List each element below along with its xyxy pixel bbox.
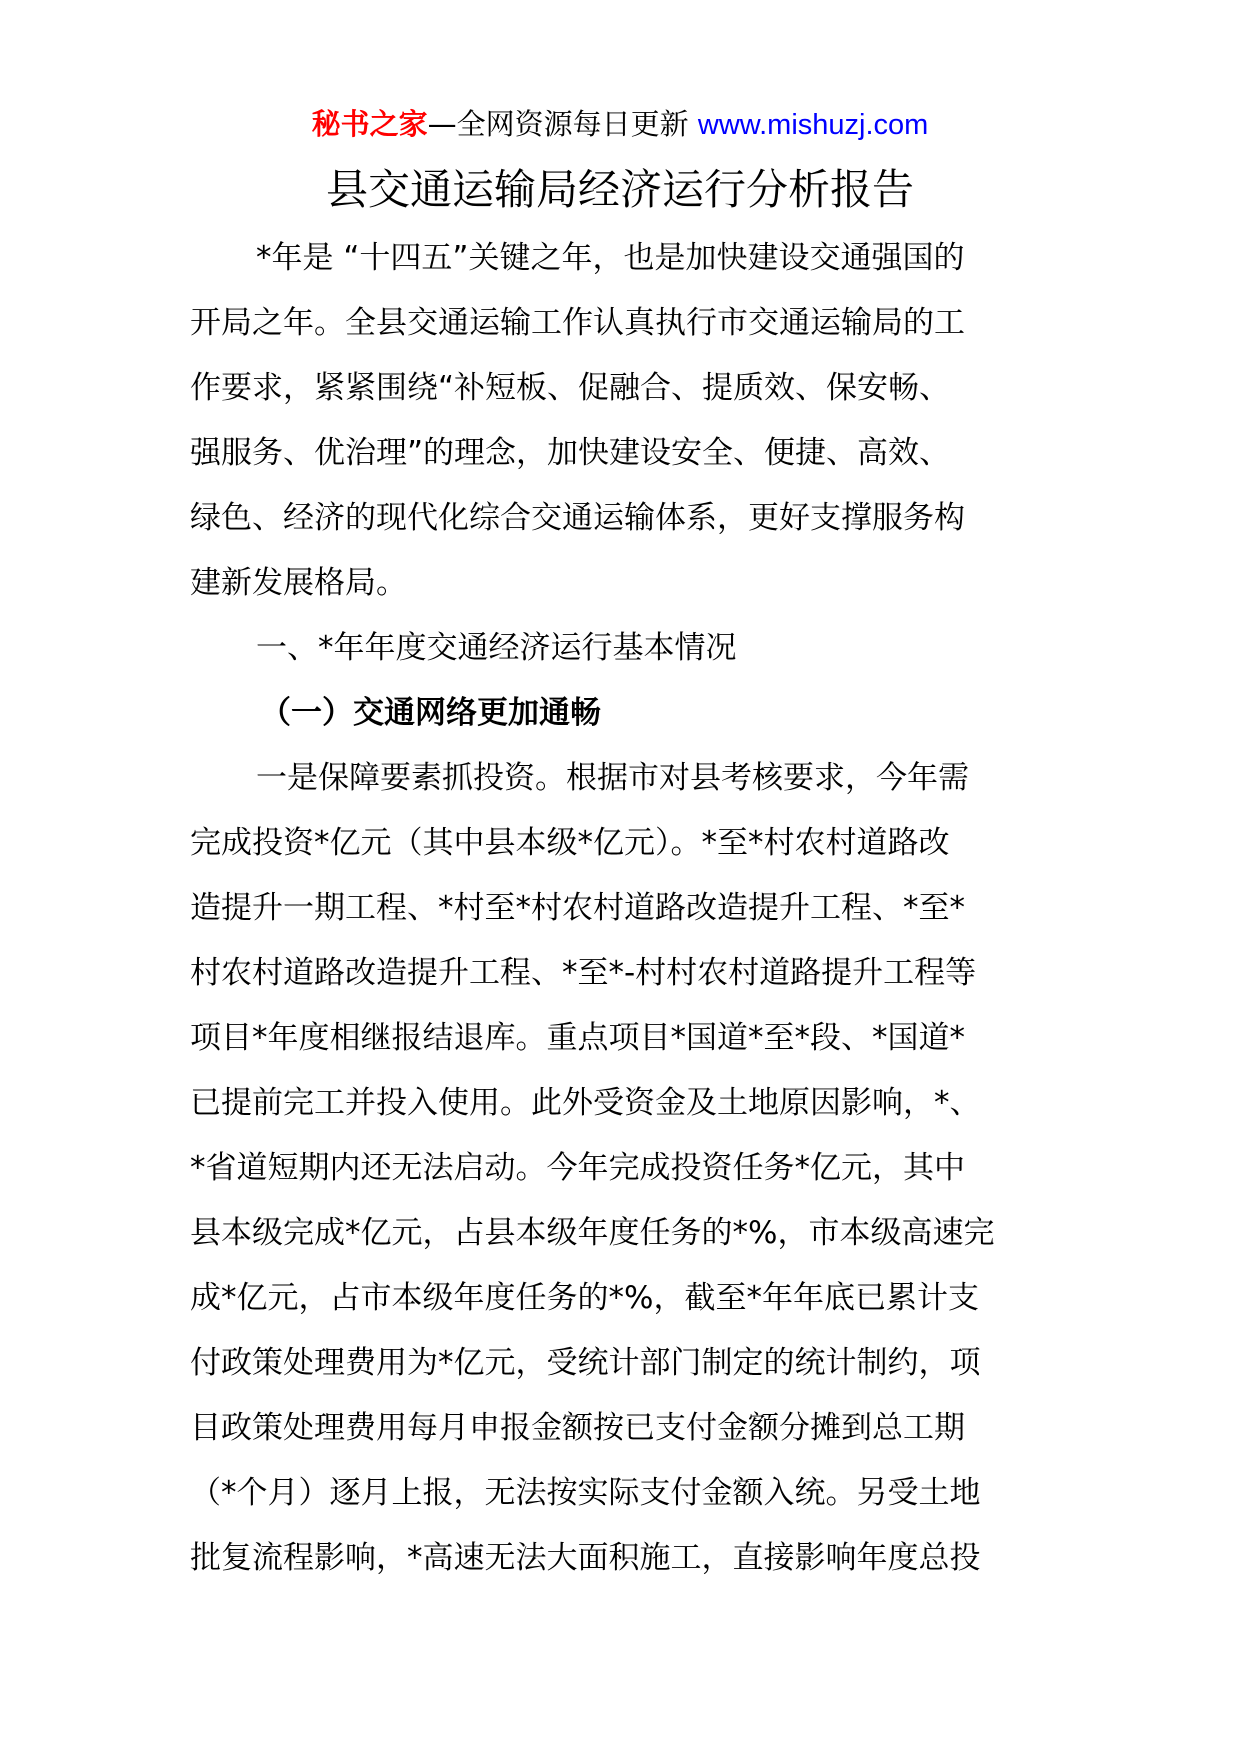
section-heading: 一、*年年度交通经济运行基本情况 [256,630,737,666]
watermark-header [0,102,1240,147]
paragraph-line: 开局之年。全县交通运输工作认真执行市交通运输局的工 [190,305,965,341]
paragraph-line: *年是 “十四五”关键之年，也是加快建设交通强国的 [256,240,965,276]
paragraph-line: 目政策处理费用每月申报金额按已支付金额分摊到总工期 [190,1410,965,1446]
document-title: 县交通运输局经济运行分析报告 [325,165,914,214]
paragraph-line: 绿色、经济的现代化综合交通运输体系，更好支撑服务构 [190,500,965,536]
paragraph-line: 强服务、优治理”的理念，加快建设安全、便捷、高效、 [190,435,951,471]
paragraph-line: 作要求，紧紧围绕“补短板、促融合、提质效、保安畅、 [190,370,951,406]
paragraph-line: 一是保障要素抓投资。根据市对县考核要求，今年需 [256,760,969,796]
paragraph-line: 已提前完工并投入使用。此外受资金及土地原因影响，*、 [190,1085,981,1121]
paragraph-line: 批复流程影响，*高速无法大面积施工，直接影响年度总投 [190,1540,981,1576]
paragraph-line: 县本级完成*亿元，占县本级年度任务的*%，市本级高速完 [190,1215,995,1251]
watermark-tagline: —全网资源每日更新 [427,107,698,141]
watermark-brand: 秘书之家 [311,107,428,141]
document-body [190,226,1070,1591]
paragraph-line: 成*亿元，占市本级年度任务的*%，截至*年年底已累计支 [190,1280,979,1316]
paragraph-line: 村农村道路改造提升工程、*至*-村村农村道路提升工程等 [190,955,977,991]
paragraph-line: 付政策处理费用为*亿元，受统计部门制定的统计制约，项 [190,1345,981,1381]
paragraph-line: 完成投资*亿元（其中县本级*亿元）。*至*村农村道路改 [190,825,950,861]
watermark-url: www.mishuzj.com [697,109,929,141]
paragraph-line: 建新发展格局。 [190,565,407,601]
paragraph-line: 项目*年度相继报结退库。重点项目*国道*至*段、*国道* [190,1020,965,1056]
paragraph-line: （*个月）逐月上报，无法按实际支付金额入统。另受土地 [190,1475,981,1511]
paragraph-line: *省道短期内还无法启动。今年完成投资任务*亿元，其中 [190,1150,965,1186]
paragraph-line: 造提升一期工程、*村至*村农村道路改造提升工程、*至* [190,890,965,926]
subsection-heading: （一）交通网络更加通畅 [260,695,601,731]
